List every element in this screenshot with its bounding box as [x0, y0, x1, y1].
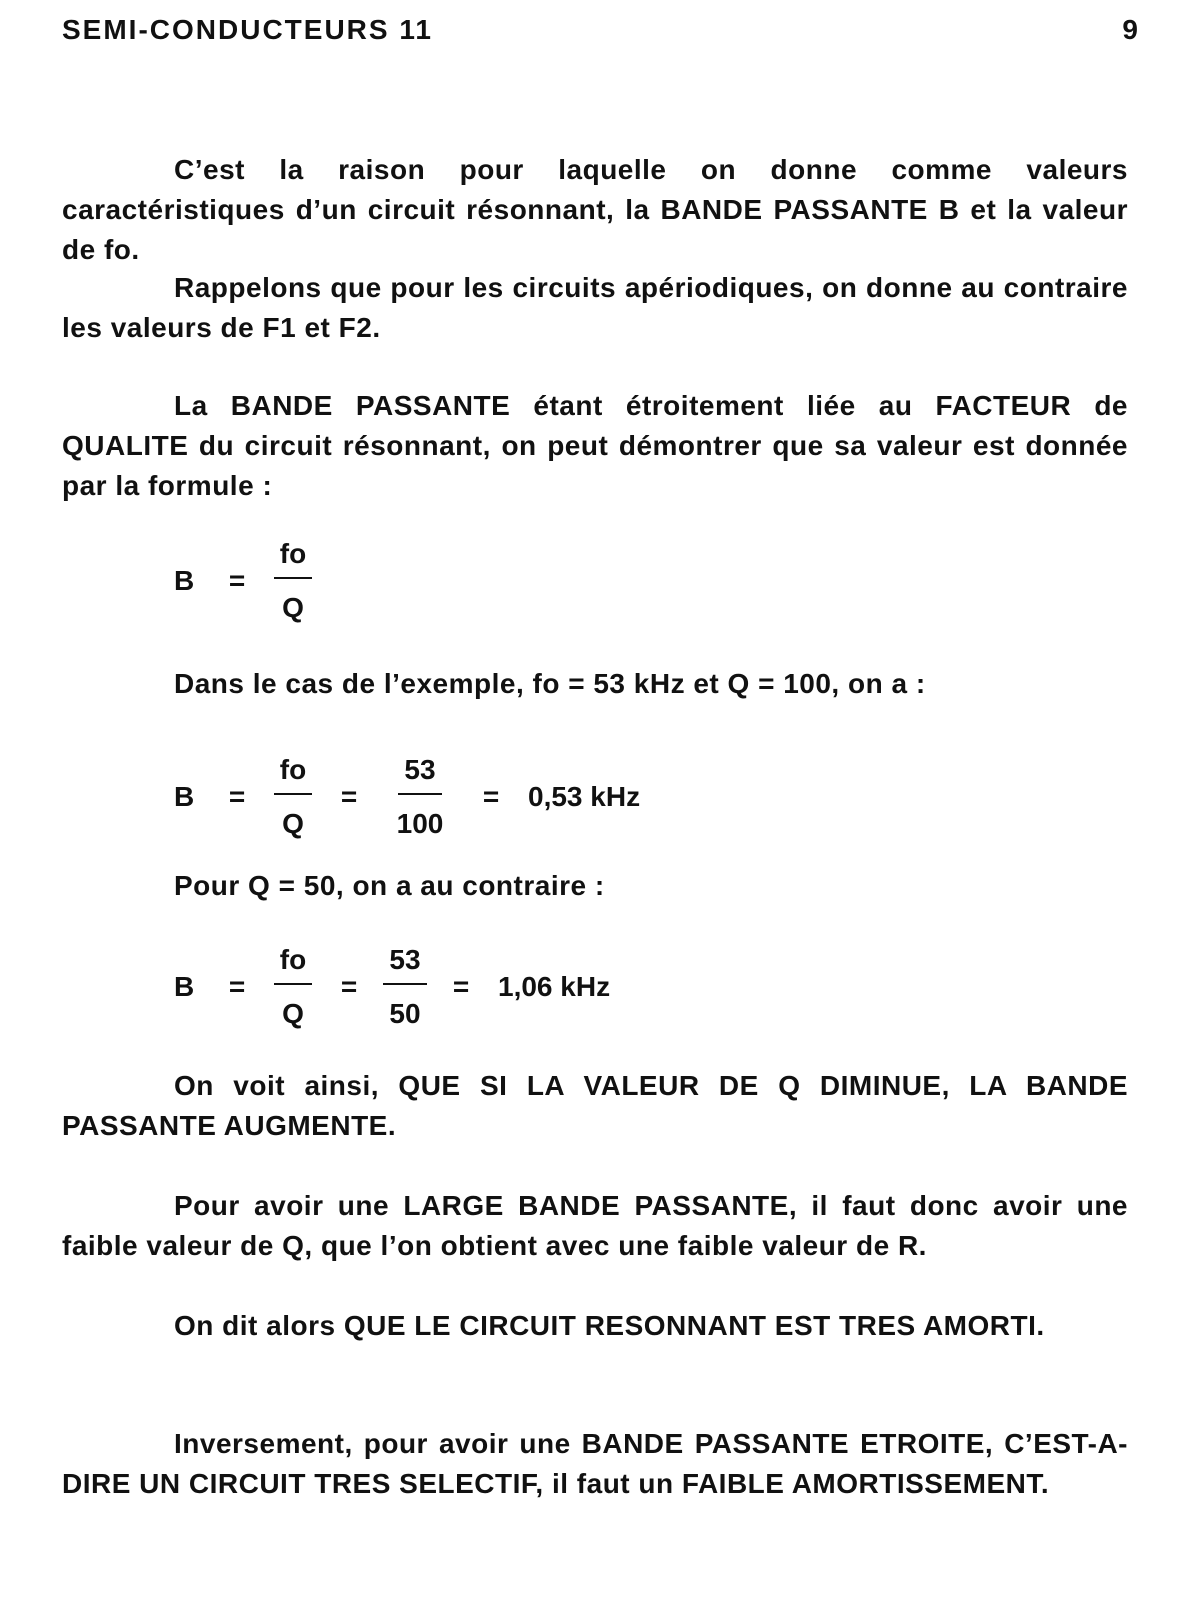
paragraph-3-text: La BANDE PASSANTE étant étroitement liée au FACTEUR de QUALITE du circuit résonnant, on peut démontrer que sa valeur est donnée par la formule :: [62, 390, 1128, 501]
numerator: 53: [398, 755, 441, 795]
fraction: [260, 539, 326, 623]
formula-result: 1,06 kHz: [498, 971, 611, 1002]
denominator: 100: [396, 808, 444, 839]
paragraph-2: [62, 268, 1128, 348]
denominator: Q: [282, 998, 304, 1029]
paragraph-9: [62, 1424, 1128, 1504]
fraction: [372, 945, 438, 1029]
paragraph-6-text: On voit ainsi, QUE SI LA VALEUR DE Q DIMINUE, LA BANDE PASSANTE AUGMENTE.: [62, 1070, 1128, 1141]
formula-lhs: B: [174, 565, 195, 596]
numerator: fo: [274, 945, 312, 985]
paragraph-2-text: Rappelons que pour les circuits apériodiques, on donne au contraire les valeurs de F1 et F2.: [62, 272, 1128, 343]
formula-equals: =: [228, 565, 246, 596]
formula-equals: =: [482, 781, 500, 812]
running-header: [62, 14, 1140, 46]
formula-equals: =: [228, 781, 246, 812]
formula-equals: =: [340, 971, 358, 1002]
paragraph-9-text: Inversement, pour avoir une BANDE PASSANTE ETROITE, C’EST-A-DIRE UN CIRCUIT TRES SELECTIF, il faut un FAIBLE AMORTISSEMENT.: [62, 1428, 1128, 1499]
denominator: Q: [282, 808, 304, 839]
example-intro: Dans le cas de l’exemple, fo = 53 kHz et Q = 100, on a :: [174, 668, 926, 699]
denominator: 50: [389, 998, 421, 1029]
formula-equals: =: [452, 971, 470, 1002]
page-number: 9: [1122, 14, 1140, 45]
denominator: Q: [282, 592, 304, 623]
paragraph-6: [62, 1066, 1128, 1146]
fraction: [260, 945, 326, 1029]
header-title: SEMI-CONDUCTEURS 11: [62, 14, 433, 45]
fraction: [372, 755, 468, 839]
formula-result: 0,53 kHz: [528, 781, 641, 812]
paragraph-8: [62, 1306, 1128, 1346]
formula-example-1: [174, 752, 640, 842]
formula-equals: =: [340, 781, 358, 812]
formula-equals: =: [228, 971, 246, 1002]
paragraph-3: [62, 386, 1128, 506]
paragraph-1: [62, 150, 1128, 270]
numerator: fo: [274, 539, 312, 579]
paragraph-7-text: Pour avoir une LARGE BANDE PASSANTE, il faut donc avoir une faible valeur de Q, que l’on obtient avec une faible valeur de R.: [62, 1190, 1128, 1261]
formula-example-2: [174, 942, 610, 1032]
paragraph-1-text: C’est la raison pour laquelle on donne comme valeurs caractéristiques d’un circuit résonnant, la BANDE PASSANTE B et la valeur de fo.: [62, 154, 1128, 265]
fraction: [260, 755, 326, 839]
numerator: fo: [274, 755, 312, 795]
paragraph-7: [62, 1186, 1128, 1266]
formula-lhs: B: [174, 971, 195, 1002]
numerator: 53: [383, 945, 426, 985]
paragraph-8-text: On dit alors QUE LE CIRCUIT RESONNANT EST TRES AMORTI.: [174, 1310, 1045, 1341]
formula-general: [174, 536, 326, 626]
formula-lhs: B: [174, 781, 195, 812]
second-case-intro: Pour Q = 50, on a au contraire :: [174, 870, 605, 901]
